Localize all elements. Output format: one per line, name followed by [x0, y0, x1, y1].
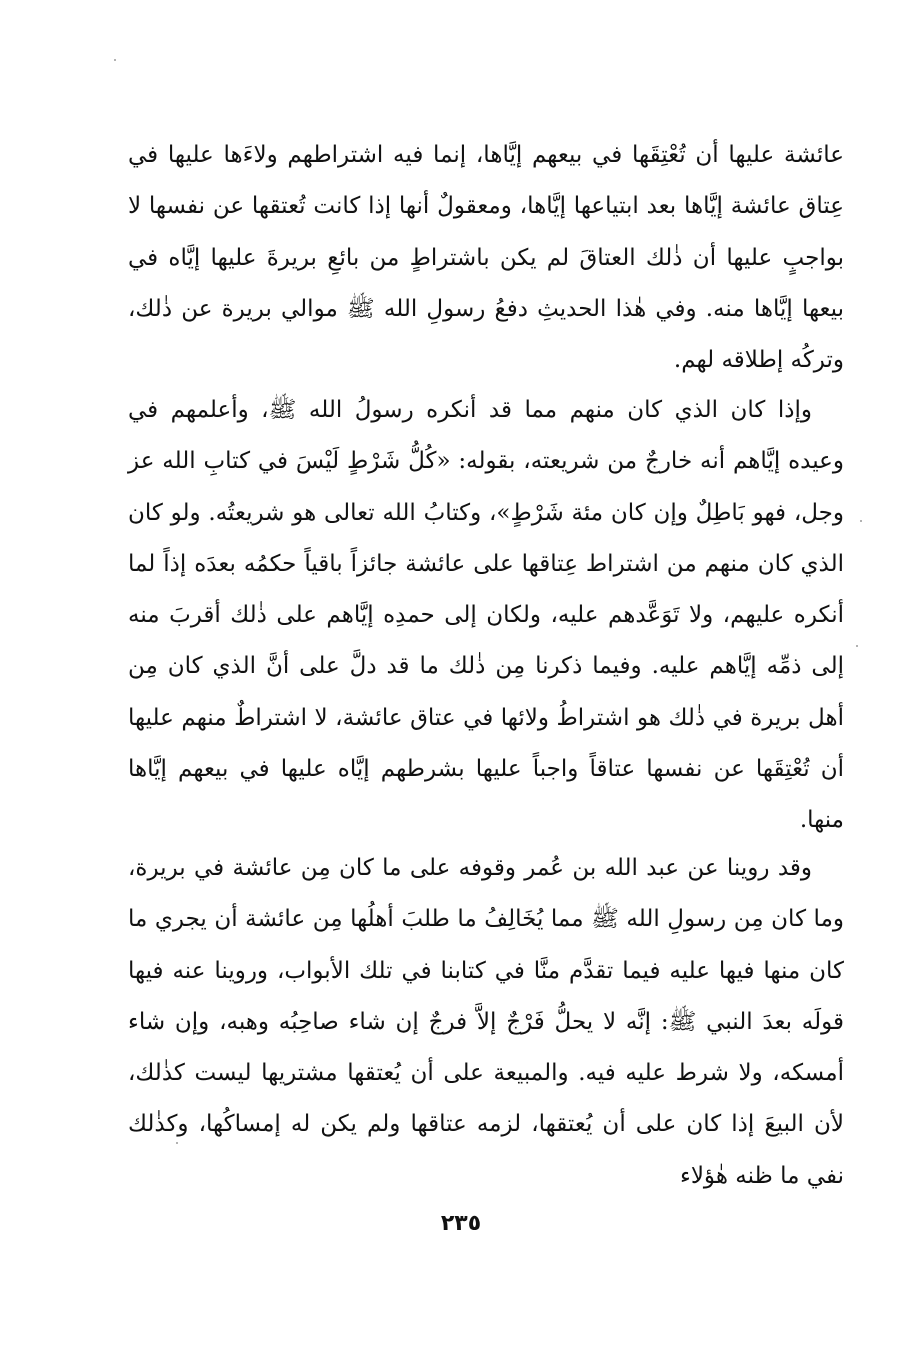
scan-speck — [860, 520, 862, 522]
paragraph-2 — [128, 385, 844, 847]
scan-speck — [856, 645, 858, 647]
paragraph-1 — [128, 130, 844, 386]
paragraph-2-text: وإذا كان الذي كان منهم مما قد أنكره رسولُ الله ﷺ، وأعلمهم في وعيده إيَّاهم أنه خارجٌ من شريعته، بقوله: «كُلُّ شَرْطٍ لَيْسَ في كتابِ الله عز وجل، فهو بَاطِلٌ وإن كان مئة شَرْطٍ»، وكتابُ الله تعالى هو شريعتُه. ولو كان الذي كان منهم من اشتراط عِتاقها على عائشة جائزاً باقياً حكمُه بعدَه إذاً لما أنكره عليهم، ولا تَوَعَّدهم عليه، ولكان إلى حمدِه إيَّاهم على ذٰلك أقربَ منه إلى ذمِّه إيَّاهم عليه. وفيما ذكرنا مِن ذٰلك ما قد دلَّ على أنَّ الذي كان مِن أهل بريرة في ذٰلك هو اشتراطُ ولائها في عتاق عائشة، لا اشتراطٌ منهم عليها أن تُعْتِقَها عن نفسها عتاقاً واجباً عليها بشرطهم إيَّاه عليها في بيعهم إيَّاها منها. — [128, 397, 844, 834]
page-number: ٢٣٥ — [440, 1211, 482, 1236]
scan-speck — [176, 1142, 178, 1144]
paragraph-1-text: عائشة عليها أن تُعْتِقَها في بيعهم إيَّاها، إنما فيه اشتراطهم ولاءَها عليها في عِتاق عائشة إيَّاها بعد ابتياعها إيَّاها، ومعقولٌ أنها إذا كانت تُعتقها عن نفسها لا بواجبٍ عليها أن ذٰلك العتاقَ لم يكن باشتراطٍ من بائعِ بريرةَ عليها إيَّاه في بيعها إيَّاها منه. وفي هٰذا الحديثِ دفعُ رسولِ الله ﷺ موالي بريرة عن ذٰلك، وتركُه إطلاقه لهم. — [128, 142, 844, 374]
scan-speck — [114, 59, 116, 61]
paragraph-3 — [128, 843, 844, 1202]
paragraph-3-text: وقد روينا عن عبد الله بن عُمر وقوفه على ما كان مِن عائشة في بريرة، وما كان مِن رسولِ الله ﷺ مما يُخَالِفُ ما طلبَ أهلُها مِن عائشة أن يجري ما كان منها فيها عليه فيما تقدَّم منَّا في كتابنا في تلك الأبواب، وروينا عنه فيها قولَه بعدَ النبي ﷺ: إنَّه لا يحلُّ فَرْجٌ إلاَّ فرجٌ إن شاء صاحِبُه وهبه، وإن شاء أمسكه، ولا شرط عليه فيه. والمبيعة على أن يُعتقها مشتريها ليست كذٰلك، لأن البيعَ إذا كان على أن يُعتقها، لزمه عتاقها ولم يكن له إمساكُها، وكذٰلك نفي ما ظنه هٰؤلاء — [128, 855, 844, 1189]
